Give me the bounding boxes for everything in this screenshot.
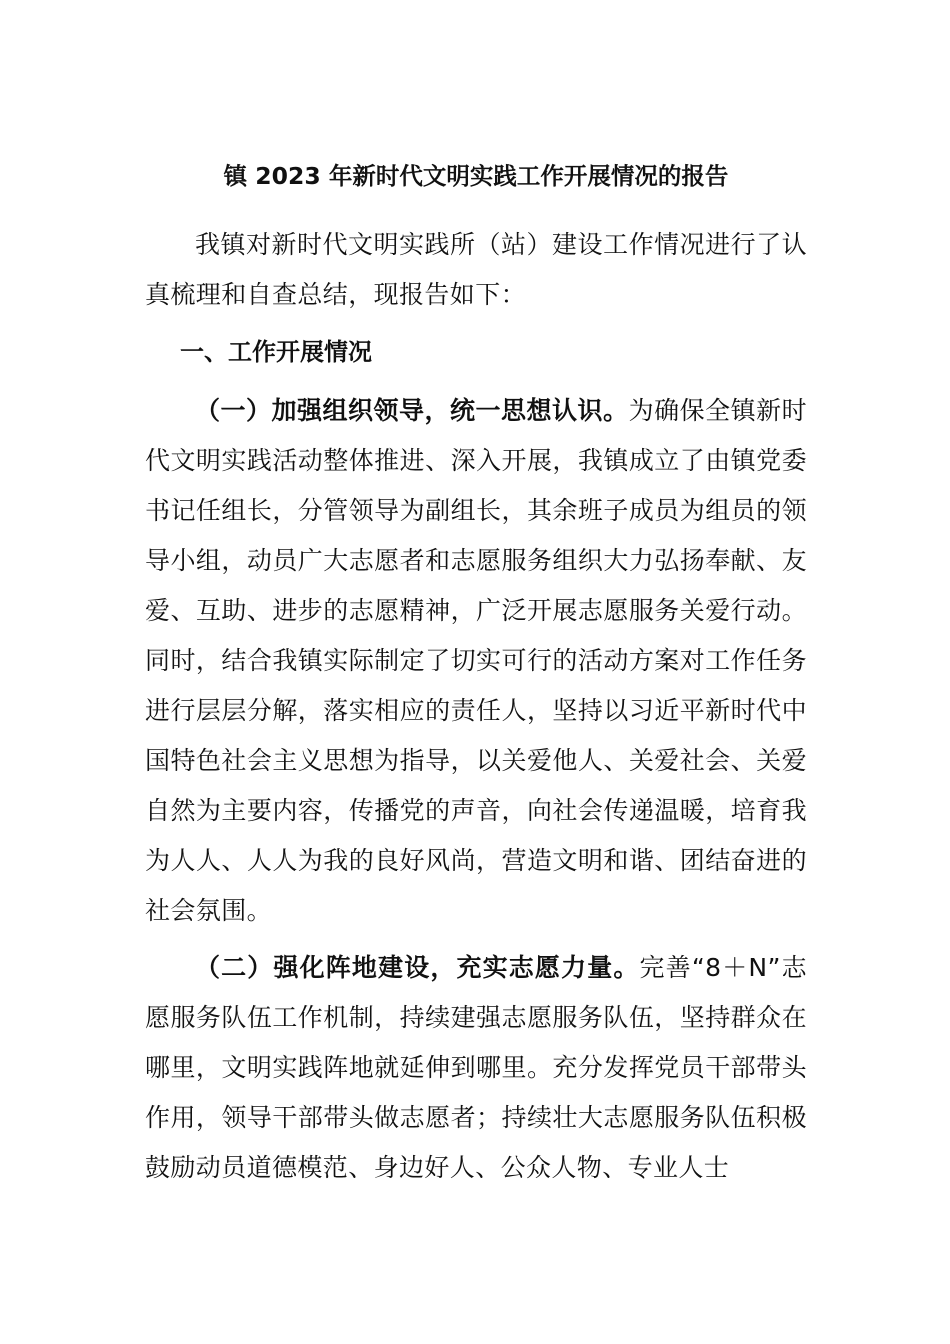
section-item-2 [145,943,807,1193]
section-item-2-body: 完善“8＋N”志愿服务队伍工作机制，持续建强志愿服务队伍，坚持群众在哪里，文明实践阵地就延伸到哪里。充分发挥党员干部带头作用，领导干部带头做志愿者；持续壮大志愿服务队伍积极鼓励动员道德模范、身边好人、公众人物、专业人士 [145,953,807,1182]
intro-paragraph: 我镇对新时代文明实践所（站）建设工作情况进行了认真梳理和自查总结，现报告如下： [145,230,807,309]
section-item-1-body: 为确保全镇新时代文明实践活动整体推进、深入开展，我镇成立了由镇党委书记任组长，分管领导为副组长，其余班子成员为组员的领导小组，动员广大志愿者和志愿服务组织大力弘扬奉献、友爱、互助、进步的志愿精神，广泛开展志愿服务关爱行动。同时，结合我镇实际制定了切实可行的活动方案对工作任务进行层层分解，落实相应的责任人，坚持以习近平新时代中国特色社会主义思想为指导，以关爱他人、关爱社会、关爱自然为主要内容，传播党的声音，向社会传递温暖，培育我为人人、人人为我的良好风尚，营造文明和谐、团结奋进的社会氛围。 [145,396,807,925]
section-item-1-lead: （一）加强组织领导，统一思想认识。 [195,396,629,425]
document-page [145,150,807,1200]
section-item-1 [145,386,807,936]
section-heading: 一、工作开展情况 [180,338,372,366]
section-item-2-lead: （二）强化阵地建设，充实志愿力量。 [195,953,640,982]
document-title: 镇 2023 年新时代文明实践工作开展情况的报告 [223,162,729,190]
